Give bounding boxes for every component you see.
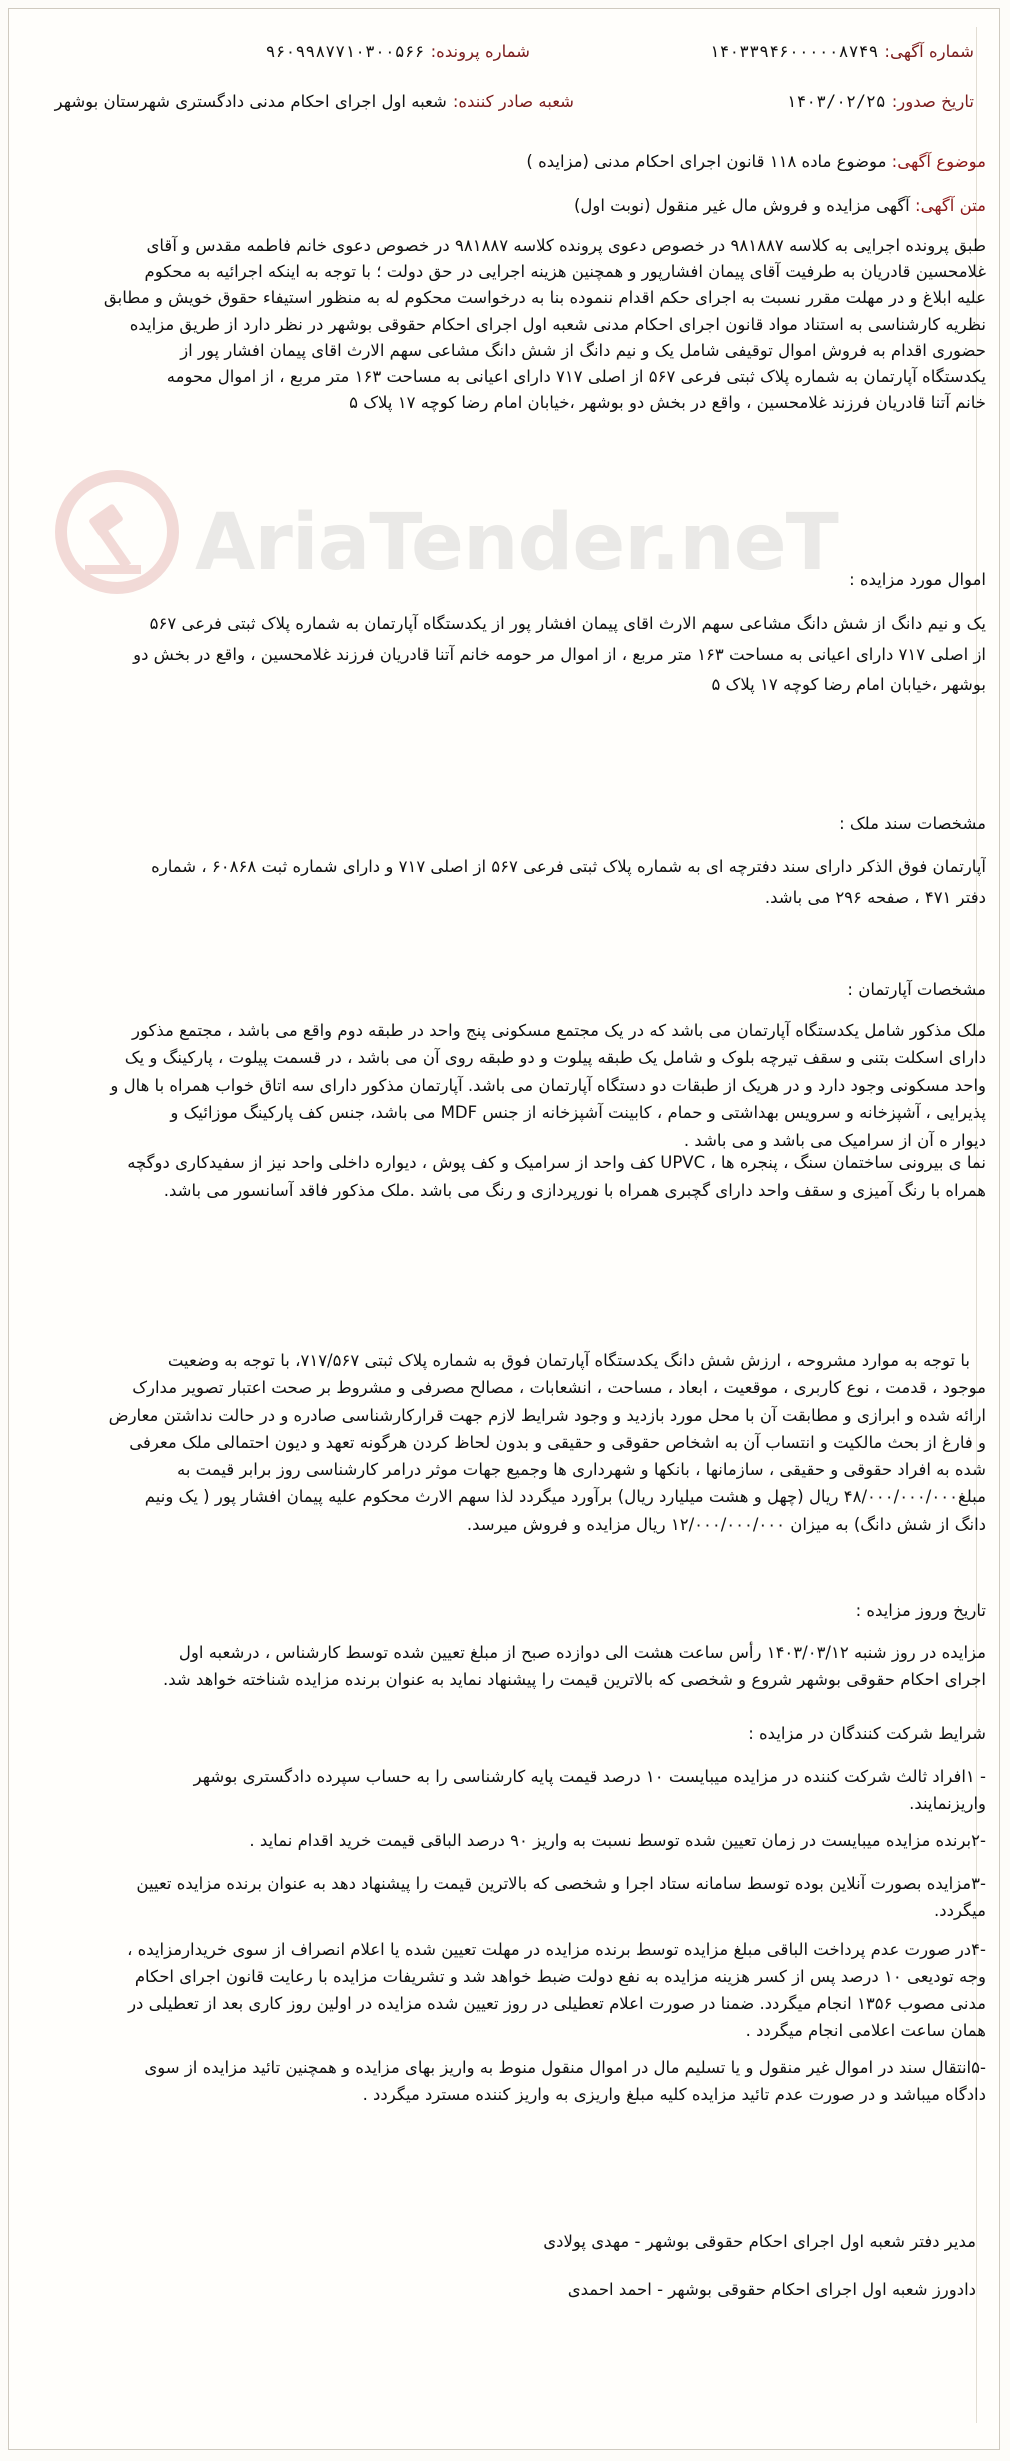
case-number-label: شماره پرونده:	[430, 42, 530, 61]
deed-paragraph	[36, 851, 986, 913]
case-number	[266, 42, 530, 61]
condition-line: مدنی مصوب ۱۳۵۶ انجام میگردد. ضمنا در صورت اعلام تعطیلی در روز تعیین شده مزایده در اولین روز کاری بعد از تعطیلی در	[128, 1994, 986, 2013]
assets-line: از اصلی ۷۱۷ دارای اعیانی به مساحت ۱۶۳ متر مربع ، از اموال مر حومه خانم آتنا قادریان فرزند غلامحسین ، واقع در بخش دو	[133, 644, 986, 664]
ad-number	[710, 42, 975, 61]
intro-line: نظریه کارشناسی به استناد مواد قانون اجرای احکام مدنی شعبه اول اجرای احکام حقوقی بوشهر در نظر دارد از طریق مزایده	[129, 314, 986, 334]
intro-line: طبق پرونده اجرایی به کلاسه ۹۸۱۸۸۷ در خصوص دعوی پرونده کلاسه ۹۸۱۸۸۷ در خصوص دعوی خانم فاطمه مقدس و آقای	[146, 236, 986, 255]
conditions-title: شرایط شرکت کنندگان در مزایده :	[748, 1724, 986, 1743]
auction-date-title: تاریخ وروز مزایده :	[855, 1601, 986, 1620]
valuation-line: شده به افراد حقوقی و حقیقی ، سازمانها ، بانکها و شهرداری ها وجمیع جهات موثر درامر کارشناسی روز برابر قیمت به	[176, 1460, 986, 1480]
condition-line: - ۱افراد ثالث شرکت کننده در مزایده میبایست ۱۰ درصد قیمت پایه کارشناسی را به حساب سپرده دادگستری بوشهر	[193, 1767, 986, 1786]
valuation-paragraph	[36, 1347, 986, 1538]
condition-item-5	[36, 2054, 986, 2108]
text-header-label: متن آگهی:	[915, 196, 986, 215]
issuer	[55, 92, 574, 111]
condition-line: -۴در صورت عدم پرداخت الباقی مبلغ مزایده توسط برنده مزایده در مهلت تعیین شده یا اعلام انصراف از سوی خریدارمزایده ،	[127, 1940, 986, 1959]
issuer-value: شعبه اول اجرای احکام مدنی دادگستری شهرستان بوشهر	[54, 92, 447, 111]
condition-line: -۵انتقال سند در اموال غیر منقول و یا تسلیم مال در اموال منقول منوط به واریز بهای مزایده و همچنین تائید مزایده از سوی	[144, 2058, 986, 2077]
condition-item-4	[36, 1936, 986, 2044]
apartment-line: دیوار ه آن از سرامیک می باشد و می باشد .	[683, 1130, 986, 1150]
condition-line: -۲برنده مزایده میبایست در زمان تعیین شده توسط نسبت به واریز ۹۰ درصد الباقی قیمت خرید اقدام نماید .	[249, 1831, 986, 1850]
intro-paragraph	[36, 233, 986, 416]
condition-line: میگردد.	[934, 1901, 986, 1920]
valuation-line: مبلغ۴۸/۰۰۰/۰۰۰/۰۰۰ ریال (چهل و هشت میلیارد ریال) برآورد میگردد لذا سهم الارث محکوم علیه پیمان افشار پور ( یک ونیم	[144, 1487, 986, 1507]
assets-paragraph	[36, 609, 986, 701]
deed-title: مشخصات سند ملک :	[839, 814, 986, 833]
text-header-line	[36, 191, 986, 221]
text-header-value: آگهی مزایده و فروش مال غیر منقول (نوبت اول)	[573, 196, 910, 215]
signature-title: مدیر دفتر شعبه اول اجرای احکام حقوقی بوشهر -	[634, 2232, 976, 2251]
auction-date-paragraph	[36, 1639, 986, 1693]
issuer-label: شعبه صادر کننده:	[452, 92, 574, 111]
condition-item-2	[36, 1827, 986, 1854]
apartment-paragraph	[36, 1017, 986, 1154]
apartment-title: مشخصات آپارتمان :	[847, 980, 986, 999]
auction-date-line: مزایده در روز شنبه ۱۴۰۳/۰۳/۱۲ رأس ساعت هشت الی دوازده صبح از مبلغ تعیین شده توسط کارشناس ، درشعبه اول	[178, 1643, 986, 1662]
signature-office-manager	[46, 2227, 976, 2257]
intro-line: حضوری اقدام به فروش اموال توقیفی شامل یک و نیم دانگ از شش دانگ مشاعی سهم الارث اقای پیمان افشار پور از	[180, 340, 986, 360]
condition-line: وجه تودیعی ۱۰ درصد پس از کسر هزینه مزایده به نفع دولت ضبط خواهد شد و تشریفات مزایده با رعایت قانون اجرای احکام	[134, 1967, 986, 1986]
assets-line: یک و نیم دانگ از شش دانگ مشاعی سهم الارث اقای پیمان افشار پور از یکدستگاه آپارتمان به شماره پلاک ثبتی فرعی ۵۶۷	[149, 614, 986, 633]
issue-date-value: ۱۴۰۳/۰۲/۲۵	[786, 92, 886, 111]
condition-line: همان ساعت اعلامی انجام میگردد .	[745, 2021, 986, 2040]
assets-line: بوشهر ،خیابان امام رضا کوچه ۱۷ پلاک ۵	[711, 675, 986, 694]
deed-line: آپارتمان فوق الذکر دارای سند دفترچه ای به شماره پلاک ثبتی فرعی ۵۶۷ از اصلی ۷۱۷ و دارای شماره ثبت ۶۰۸۶۸ ، شماره	[151, 857, 986, 876]
deed-line: دفتر ۴۷۱ ، صفحه ۲۹۶ می باشد.	[764, 888, 986, 907]
apartment-line: نما ی بیرونی ساختمان سنگ ، پنجره ها ، UPVC کف واحد از سرامیک و کف پوش ، دیواره داخلی واحد نیز از سفیدکاری دوگچه	[127, 1153, 986, 1172]
case-number-value: ۹۶۰۹۹۸۷۷۱۰۳۰۰۵۶۶	[265, 42, 425, 61]
subject-label: موضوع آگهی:	[891, 152, 986, 171]
apartment-facade-paragraph	[36, 1149, 986, 1205]
subject-line	[36, 147, 986, 177]
valuation-line: دانگ از شش دانگ) به میزان ۱۲/۰۰۰/۰۰۰/۰۰۰ ریال مزایده و فروش میرسد.	[466, 1514, 986, 1534]
signature-name: احمد احمدی	[567, 2280, 652, 2299]
intro-line: غلامحسین قادریان به طرفیت آقای پیمان افشارپور و همچنین هزینه اجرایی در حق دولت ؛ با توجه به اینکه اجرائیه به محکوم	[144, 262, 986, 282]
watermark-text: AriaTender.neT	[195, 498, 838, 588]
intro-line: علیه ابلاغ و در مهلت مقرر نسبت به اجرای حکم اقدام ننموده بنا به درخواست محکوم له به منظور استیفاء حقوق خویش و مطابق	[103, 288, 986, 308]
ad-number-label: شماره آگهی:	[884, 42, 974, 61]
assets-title: اموال مورد مزایده :	[849, 570, 986, 589]
conditions-list	[36, 1763, 986, 2108]
valuation-line: موجود ، قدمت ، نوع کاربری ، موقعیت ، ابعاد ، مساحت ، انشعابات ، مصالح مصرفی و مشروط بر صحت اعتبار تصویر مدارک	[132, 1378, 986, 1398]
auction-date-line: اجرای احکام حقوقی بوشهر شروع و شخصی که بالاترین قیمت را پیشنهاد نماید به عنوان برنده مزایده شناخته خواهد شد.	[163, 1670, 986, 1689]
ad-number-value: ۱۴۰۳۳۹۴۶۰۰۰۰۰۸۷۴۹	[709, 42, 879, 61]
signature-title: دادورز شعبه اول اجرای احکام حقوقی بوشهر -	[657, 2280, 976, 2299]
apartment-line: واحد مسکونی وجود دارد و در هریک از طبقات دو دستگاه آپارتمان می باشد. آپارتمان مذکور دارای سه اتاق خواب همراه با هال و	[110, 1075, 986, 1095]
signature-bailiff	[46, 2275, 976, 2305]
issue-date	[786, 92, 974, 111]
valuation-line: با توجه به موارد مشروحه ، ارزش شش دانگ یکدستگاه آپارتمان فوق به شماره پلاک ثبتی ۷۱۷/۵۶۷، با توجه به وضعیت	[167, 1351, 970, 1370]
apartment-line: پذیرایی ، آشپزخانه و سرویس بهداشتی و حمام ، کابینت آشپزخانه از جنس MDF می باشد، جنس کف پارکینگ موزائیک و	[170, 1103, 986, 1123]
apartment-line: ملک مذکور شامل یکدستگاه آپارتمان می باشد که در یک مجتمع مسکونی پنج واحد در طبقه دوم واقع می باشد ، مجتمع مذکور	[132, 1021, 986, 1040]
valuation-line: ارائه شده و ابرازی و مطابقت آن با محل مورد بازدید و وجود شرایط لازم جهت قرارکارشناسی صادره و در حالت نداشتن معارض	[108, 1405, 986, 1425]
condition-item-3	[36, 1870, 986, 1924]
issue-date-label: تاریخ صدور:	[891, 92, 974, 111]
condition-line: دادگاه میباشد و در صورت عدم تائید مزایده کلیه مبلغ واریزی به واریز کننده مسترد میگردد .	[362, 2085, 986, 2104]
condition-line: -۳مزایده بصورت آنلاین بوده توسط سامانه ستاد اجرا و شخصی که بالاترین قیمت را پیشنهاد دهد به عنوان برنده مزایده تعیین	[136, 1874, 986, 1893]
intro-line: خانم آتنا قادریان فرزند غلامحسین ، واقع در بخش دو بوشهر ،خیابان امام رضا کوچه ۱۷ پلاک ۵	[349, 393, 986, 413]
apartment-line: همراه با رنگ آمیزی و سقف واحد دارای گچبری همراه با نورپردازی و رنگ می باشد .ملک مذکور فاقد آسانسور می باشد.	[163, 1181, 986, 1200]
condition-item-1	[36, 1763, 986, 1817]
signature-name: مهدی پولادی	[543, 2232, 630, 2251]
intro-line: یکدستگاه آپارتمان به شماره پلاک ثبتی فرعی ۵۶۷ از اصلی ۷۱۷ دارای اعیانی به مساحت ۱۶۳ متر مربع ، از اموال محومه	[166, 367, 986, 387]
condition-line: واریزنمایند.	[909, 1794, 986, 1813]
apartment-line: دارای اسکلت بتنی و سقف تیرچه بلوک و شامل یک طبقه پیلوت و دو طبقه روی آن می باشد ، در قسمت پیلوت ، پارکینگ و یک	[124, 1048, 986, 1068]
subject-value: موضوع ماده ۱۱۸ قانون اجرای احکام مدنی (مزایده )	[526, 152, 887, 171]
valuation-line: و فارغ از بحث مالکیت و انتساب آن به اشخاص حقوقی و حقیقی و بدون لحاظ کردن هرگونه تعهد و دیون احتمالی ملک معرفی	[129, 1432, 986, 1452]
